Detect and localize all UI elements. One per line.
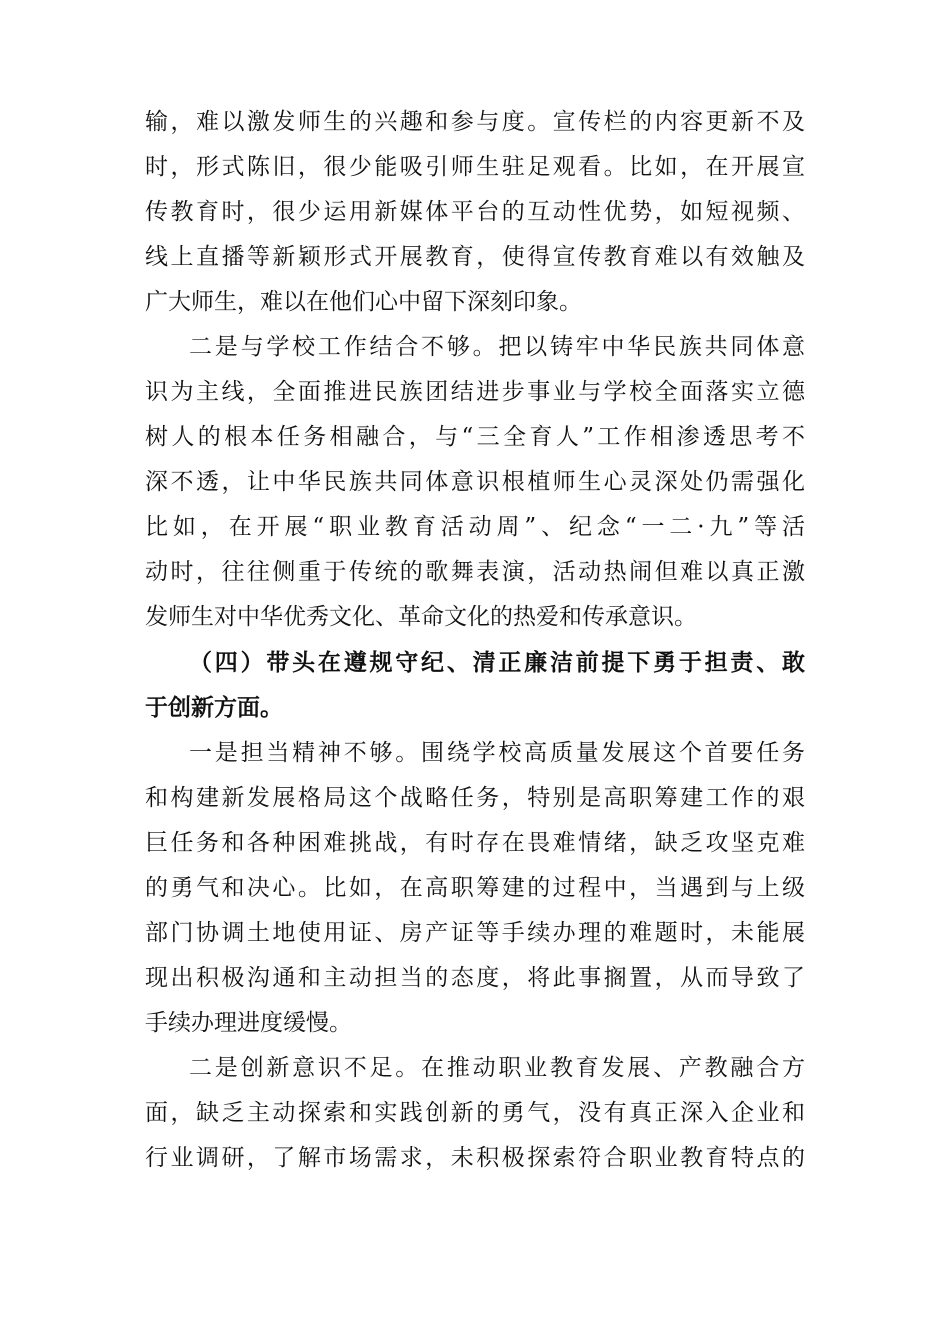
- body-line: 树人的根本任务相融合，与“三全育人”工作相渗透思考不: [145, 424, 805, 450]
- body-line: 时，形式陈旧，很少能吸引师生驻足观看。比如，在开展宣: [145, 154, 805, 180]
- body-line: 的勇气和决心。比如，在高职筹建的过程中，当遇到与上级: [145, 875, 805, 901]
- section-heading: （四）带头在遵规守纪、清正廉洁前提下勇于担责、敢: [189, 650, 805, 676]
- body-line: 线上直播等新颖形式开展教育，使得宣传教育难以有效触及: [145, 244, 805, 270]
- paragraph-start-line: 一是担当精神不够。围绕学校高质量发展这个首要任务: [189, 740, 805, 766]
- body-line: 行业调研，了解市场需求，未积极探索符合职业教育特点的: [145, 1145, 805, 1171]
- body-line: 比如，在开展“职业教育活动周”、纪念“一二·九”等活: [145, 514, 805, 540]
- paragraph-start-line: 二是与学校工作结合不够。把以铸牢中华民族共同体意: [189, 334, 805, 360]
- body-line: 识为主线，全面推进民族团结进步事业与学校全面落实立德: [145, 379, 805, 405]
- body-line: 面，缺乏主动探索和实践创新的勇气，没有真正深入企业和: [145, 1100, 805, 1126]
- body-line: 巨任务和各种困难挑战，有时存在畏难情绪，缺乏攻坚克难: [145, 830, 805, 856]
- body-line: 和构建新发展格局这个战略任务，特别是高职筹建工作的艰: [145, 785, 805, 811]
- body-line: 发师生对中华优秀文化、革命文化的热爱和传承意识。: [145, 604, 697, 630]
- body-line: 传教育时，很少运用新媒体平台的互动性优势，如短视频、: [145, 199, 805, 225]
- body-line: 深不透，让中华民族共同体意识根植师生心灵深处仍需强化: [145, 469, 805, 495]
- section-heading-continued: 于创新方面。: [145, 695, 283, 721]
- body-line: 手续办理进度缓慢。: [145, 1010, 352, 1036]
- body-line: 输，难以激发师生的兴趣和参与度。宣传栏的内容更新不及: [145, 109, 805, 135]
- body-line: 动时，往往侧重于传统的歌舞表演，活动热闹但难以真正激: [145, 559, 805, 585]
- body-line: 现出积极沟通和主动担当的态度，将此事搁置，从而导致了: [145, 965, 805, 991]
- body-line: 广大师生，难以在他们心中留下深刻印象。: [145, 289, 582, 315]
- paragraph-start-line: 二是创新意识不足。在推动职业教育发展、产教融合方: [189, 1055, 805, 1081]
- body-line: 部门协调土地使用证、房产证等手续办理的难题时，未能展: [145, 920, 805, 946]
